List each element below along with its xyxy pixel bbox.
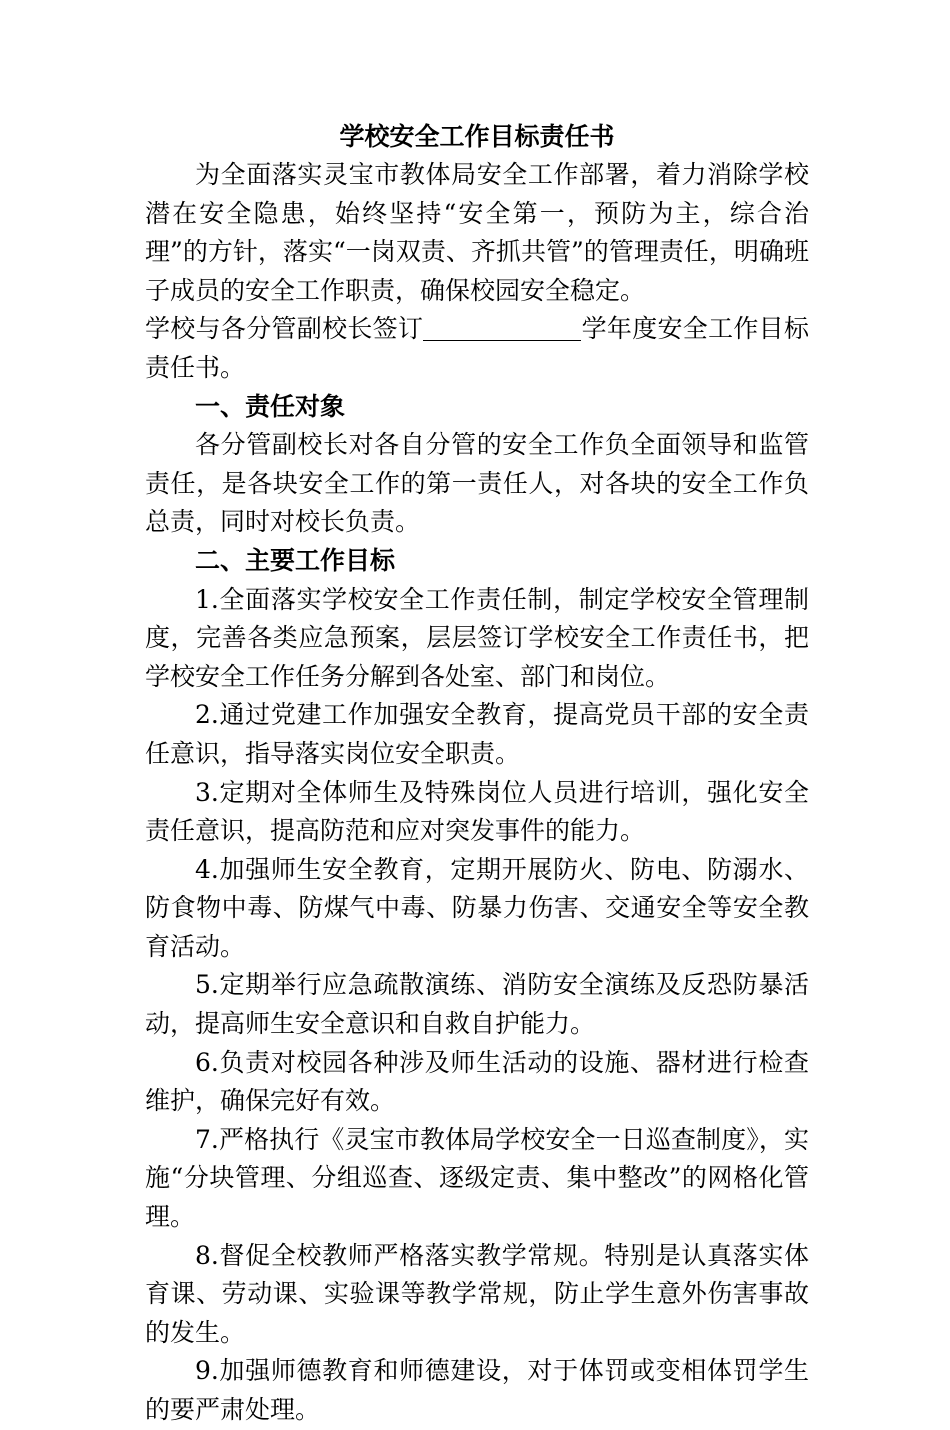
goal-item-3: 3.定期对全体师生及特殊岗位人员进行培训，强化安全责任意识，提高防范和应对突发事件的能力。 bbox=[145, 777, 809, 846]
goal-item-2: 2.通过党建工作加强安全教育，提高党员干部的安全责任意识，指导落实岗位安全职责。 bbox=[145, 700, 809, 768]
goal-item-7: 7.严格执行《灵宝市教体局学校安全一日巡查制度》，实施“分块管理、分组巡查、逐级定责、集中整改”的网格化管理。 bbox=[145, 1124, 809, 1232]
section2-heading: 二、主要工作目标 bbox=[195, 545, 396, 575]
goal-item-1: 1.全面落实学校安全工作责任制，制定学校安全管理制度，完善各类应急预案，层层签订学校安全工作责任书，把学校安全工作任务分解到各处室、部门和岗位。 bbox=[145, 584, 809, 691]
sign-line-before: 学校与各分管副校长签订 bbox=[145, 314, 424, 344]
section1-body: 各分管副校长对各自分管的安全工作负全面领导和监管责任，是各块安全工作的第一责任人，对各块的安全工作负总责，同时对校长负责。 bbox=[145, 430, 809, 537]
goal-item-8: 8.督促全校教师严格落实教学常规。特别是认真落实体育课、劳动课、实验课等教学常规，防止学生意外伤害事故的发生。 bbox=[145, 1240, 809, 1347]
document-page bbox=[145, 118, 809, 1430]
goal-item-9: 9.加强师德教育和师德建设，对于体罚或变相体罚学生的要严肃处理。 bbox=[145, 1356, 809, 1424]
sign-line-after: 学年度安全工作目标责任书。 bbox=[145, 314, 809, 382]
sign-line-paragraph bbox=[145, 310, 809, 387]
goal-item-4: 4.加强师生安全教育，定期开展防火、防电、防溺水、防食物中毒、防煤气中毒、防暴力伤害、交通安全等安全教育活动。 bbox=[145, 854, 809, 961]
document-title: 学校安全工作目标责任书 bbox=[339, 122, 615, 151]
section1-heading: 一、责任对象 bbox=[195, 391, 346, 421]
goal-item-6: 6.负责对校园各种涉及师生活动的设施、器材进行检查维护，确保完好有效。 bbox=[145, 1047, 809, 1116]
blank-fill-line bbox=[423, 316, 581, 341]
intro-paragraph: 为全面落实灵宝市教体局安全工作部署，着力消除学校潜在安全隐患，始终坚持“安全第一，预防为主，综合治理”的方针，落实“一岗双责、齐抓共管”的管理责任，明确班子成员的安全工作职责，确保校园安全稳定。 bbox=[145, 160, 809, 305]
goal-item-5: 5.定期举行应急疏散演练、消防安全演练及反恐防暴活动，提高师生安全意识和自救自护能力。 bbox=[145, 970, 809, 1039]
